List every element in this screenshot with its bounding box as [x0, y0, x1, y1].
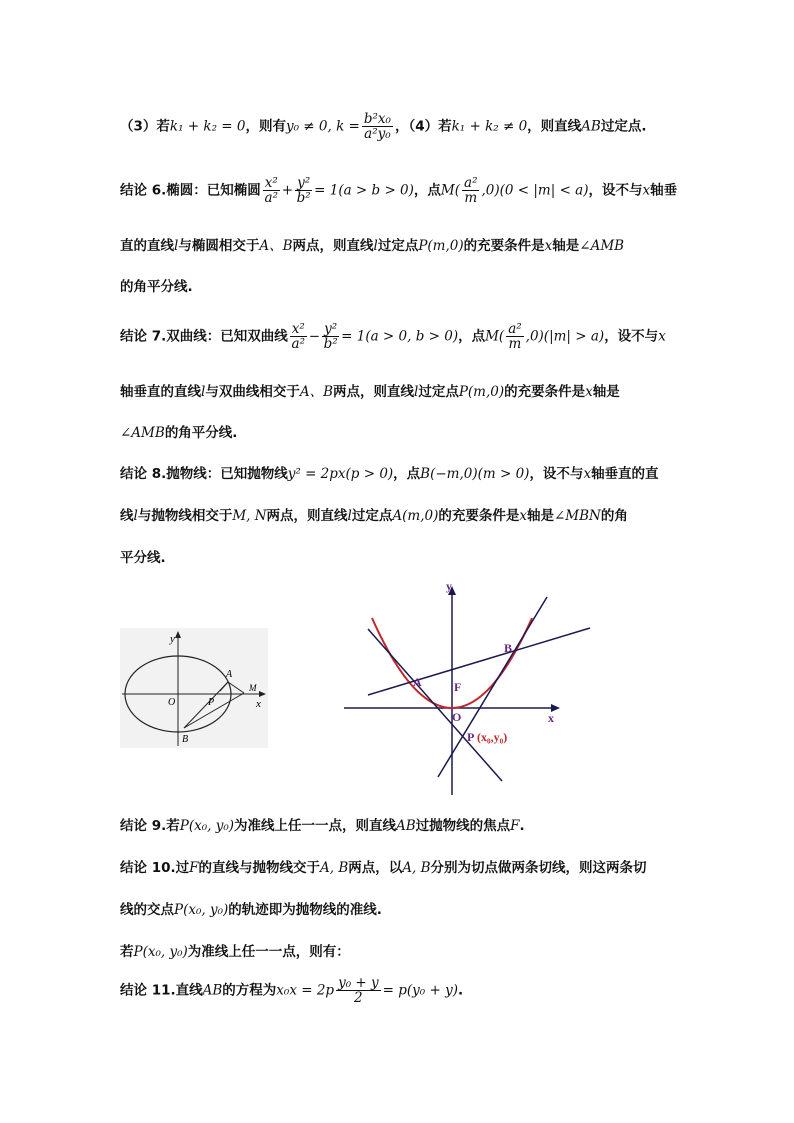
conclusion-11: 结论 11.直线AB的方程为x₀x = 2p $\frac{\text{y₀ + y}}{2}$ = p(y₀ + y). [120, 975, 464, 1007]
if-statement: 若P(x₀, y₀)为准线上任一一点，则有： [120, 944, 350, 960]
line-conditions-3-4: （3）若k₁ + k₂ = 0，则有y₀ ≠ 0, k = $\frac{\text{b²x₀}}{\text{a²y₀}}$ ，（4）若k₁ + k₂ ≠ 0，则直线AB过定点. [120, 111, 647, 143]
fig1-point-m-label: M [249, 683, 257, 693]
fig2-y-label: y [446, 580, 452, 593]
fig1-point-a-label: A [226, 669, 233, 680]
fig2-point-p-coord: (x₀,y₀) [477, 730, 508, 744]
parabola-figure [340, 580, 600, 800]
conclusion-8-line-1: 结论 8.抛物线：已知抛物线y² = 2px(p > 0)，点B(−m,0)(m > 0)，设不与x轴垂直的直 [120, 466, 659, 482]
conclusion-10-line-2: 线的交点P(x₀, y₀)的轨迹即为抛物线的准线. [120, 902, 382, 918]
conclusion-8-line-2: 线l与抛物线相交于M, N两点，则直线l过定点A(m,0)的充要条件是x轴是∠MBN的角 [120, 508, 628, 524]
conclusion-8-line-3: 平分线. [120, 550, 166, 566]
conclusion-9: 结论 9.若P(x₀, y₀)为准线上任一一点，则直线AB过抛物线的焦点F. [120, 818, 525, 834]
ellipse-figure [120, 628, 268, 748]
conclusion-6-line-1: 结论 6.椭圆：已知椭圆 $\frac{\text{x²}}{\text{a²}}$ + $\frac{\text{y²}}{\text{b²}}$ = 1(a > b > 0)，点M( $\frac{\text{a²}}{m}$ ,0)(0 < |m| < a)，设不与x轴垂 [120, 175, 678, 207]
fig2-point-a-label: A [413, 675, 422, 689]
fig1-point-b-label: B [182, 734, 189, 745]
fig2-point-b-label: B [504, 641, 513, 655]
conclusion-6-line-2: 直的直线l与椭圆相交于A、B两点，则直线l过定点P(m,0)的充要条件是x轴是∠AMB [120, 238, 625, 254]
fig1-point-p-label: P [208, 697, 215, 708]
conclusion-7-line-2: 轴垂直的直线l与双曲线相交于A、B两点，则直线l过定点P(m,0)的充要条件是x轴是 [120, 384, 620, 400]
conclusion-7-line-1: 结论 7.双曲线：已知双曲线 $\frac{\text{x²}}{\text{a²}}$ − $\frac{\text{y²}}{\text{b²}}$ = 1(a > 0, b > 0)，点M( $\frac{\text{a²}}{m}$ ,0)(|m| > a)，设不与x [120, 321, 666, 353]
fig2-x-label: x [548, 711, 554, 725]
conclusion-7-line-3: ∠AMB的角平分线. [120, 425, 238, 441]
fig2-point-p-label: P [467, 730, 475, 744]
fraction: $\frac{\text{b²x₀}}{\text{a²y₀}}$ [363, 111, 391, 143]
fig1-x-label: x [256, 698, 261, 710]
fig2-origin-label: O [452, 710, 462, 724]
fig1-y-label: y [170, 633, 175, 645]
fig1-origin-label: O [168, 697, 176, 708]
fig2-focus-label: F [454, 680, 462, 694]
conclusion-10-line-1: 结论 10.过F的直线与抛物线交于A, B两点，以A, B分别为切点做两条切线，则这两条切 [120, 860, 647, 876]
conclusion-6-line-3: 的角平分线. [120, 279, 193, 295]
